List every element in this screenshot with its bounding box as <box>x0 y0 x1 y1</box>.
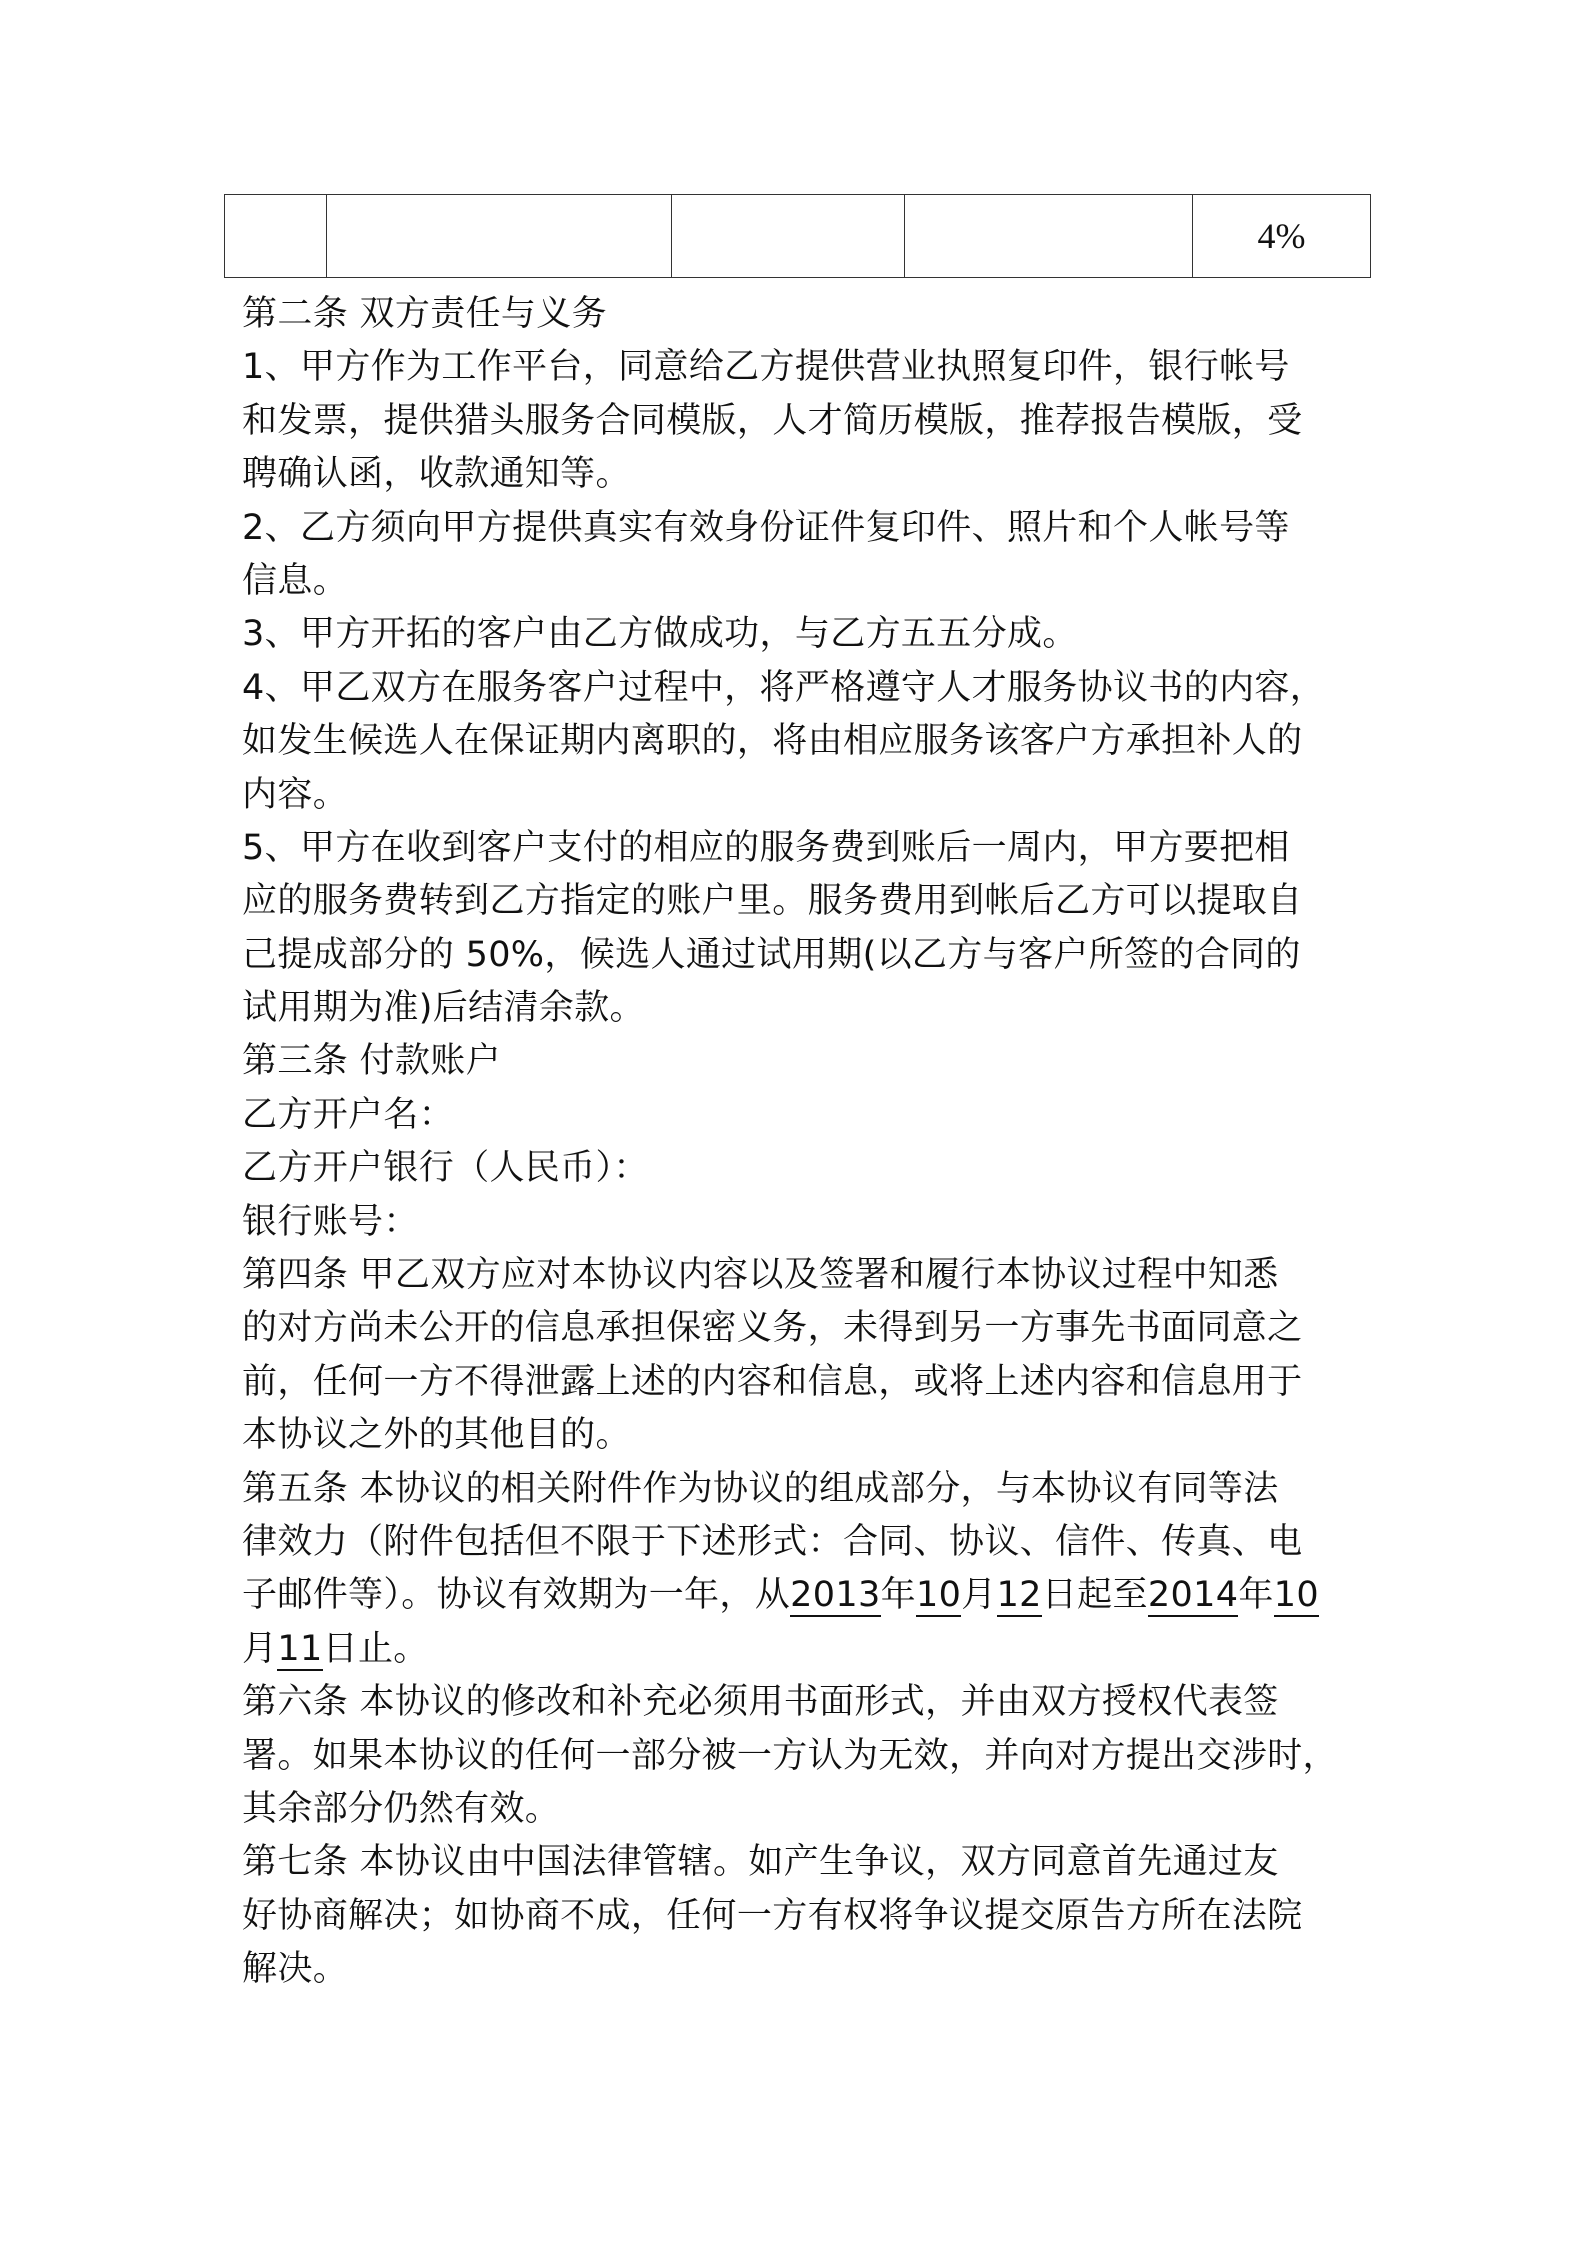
text-line: 前，任何一方不得泄露上述的内容和信息，或将上述内容和信息用于 <box>242 1361 1303 1402</box>
text-line: 和发票，提供猎头服务合同模版，人才简历模版，推荐报告模版，受 <box>242 400 1303 441</box>
text-line: 应的服务费转到乙方指定的账户里。服务费用到帐后乙方可以提取自 <box>242 881 1303 922</box>
validity-prefix: 子邮件等）。协议有效期为一年，从 <box>242 1575 791 1616</box>
text-line: 3、甲方开拓的客户由乙方做成功，与乙方五五分成。 <box>242 614 1078 655</box>
text-line: 第五条 本协议的相关附件作为协议的组成部分，与本协议有同等法 <box>242 1468 1279 1509</box>
text-line: 4、甲乙双方在服务客户过程中，将严格遵守人才服务协议书的内容， <box>242 667 1326 708</box>
year-char: 年 <box>880 1575 916 1616</box>
fee-table <box>224 194 1371 278</box>
text-line: 的对方尚未公开的信息承担保密义务，未得到另一方事先书面同意之 <box>242 1308 1303 1349</box>
account-number-line: 银行账号： <box>242 1201 419 1242</box>
text-line: 内容。 <box>242 774 349 815</box>
year-char: 年 <box>1238 1575 1274 1616</box>
text-line: 如发生候选人在保证期内离职的，将由相应服务该客户方承担补人的 <box>242 721 1303 762</box>
month-char: 月 <box>961 1575 997 1616</box>
account-name-line: 乙方开户名： <box>242 1094 455 1135</box>
text-line: 第六条 本协议的修改和补充必须用书面形式，并由双方授权代表签 <box>242 1682 1279 1723</box>
text-line: 好协商解决；如协商不成，任何一方有权将争议提交原告方所在法院 <box>242 1895 1303 1936</box>
text-line: 5、甲方在收到客户支付的相应的服务费到账后一周内，甲方要把相 <box>242 827 1290 868</box>
table-cell-percent: 4% <box>1193 195 1371 278</box>
text-line: 解决。 <box>242 1949 349 1990</box>
table-cell <box>905 195 1193 278</box>
start-month: 10 <box>915 1575 962 1616</box>
text-line: 信息。 <box>242 560 349 601</box>
table-row <box>225 195 1371 278</box>
text-line: 第七条 本协议由中国法律管辖。如产生争议，双方同意首先通过友 <box>242 1842 1279 1883</box>
validity-period-line <box>242 1569 1367 1622</box>
text-line: 2、乙方须向甲方提供真实有效身份证件复印件、照片和个人帐号等 <box>242 507 1290 548</box>
end-day: 11 <box>277 1628 323 1669</box>
text-line: 己提成部分的 50%，候选人通过试用期(以乙方与客户所签的合同的 <box>242 934 1301 975</box>
text-line: 第四条 甲乙双方应对本协议内容以及签署和履行本协议过程中知悉 <box>242 1255 1279 1296</box>
text-line: 署。如果本协议的任何一部分被一方认为无效，并向对方提出交涉时， <box>242 1735 1338 1776</box>
month-char: 月 <box>242 1628 278 1669</box>
text-line: 其余部分仍然有效。 <box>242 1788 561 1829</box>
contract-body <box>242 288 1367 1997</box>
article-2-heading: 第二条 双方责任与义务 <box>242 294 607 334</box>
validity-mid: 日起至 <box>1041 1575 1148 1616</box>
start-year: 2013 <box>790 1575 881 1616</box>
article-3-heading: 第三条 付款账户 <box>242 1041 501 1082</box>
end-month: 10 <box>1273 1575 1319 1616</box>
text-line: 试用期为准)后结清余款。 <box>242 988 645 1029</box>
text-line: 1、甲方作为工作平台，同意给乙方提供营业执照复印件，银行帐号 <box>242 347 1290 388</box>
start-day: 12 <box>996 1575 1042 1616</box>
account-bank-line: 乙方开户银行（人民币）： <box>242 1148 649 1189</box>
table-cell <box>327 195 672 278</box>
text-line: 聘确认函，收款通知等。 <box>242 454 631 495</box>
text-line: 律效力（附件包括但不限于下述形式：合同、协议、信件、传真、电 <box>242 1521 1303 1562</box>
text-line: 本协议之外的其他目的。 <box>242 1415 631 1456</box>
end-year: 2014 <box>1147 1575 1239 1616</box>
table-cell <box>225 195 327 278</box>
validity-suffix: 日止。 <box>322 1628 429 1669</box>
table-cell <box>672 195 905 278</box>
validity-period-line-end <box>242 1623 1367 1676</box>
